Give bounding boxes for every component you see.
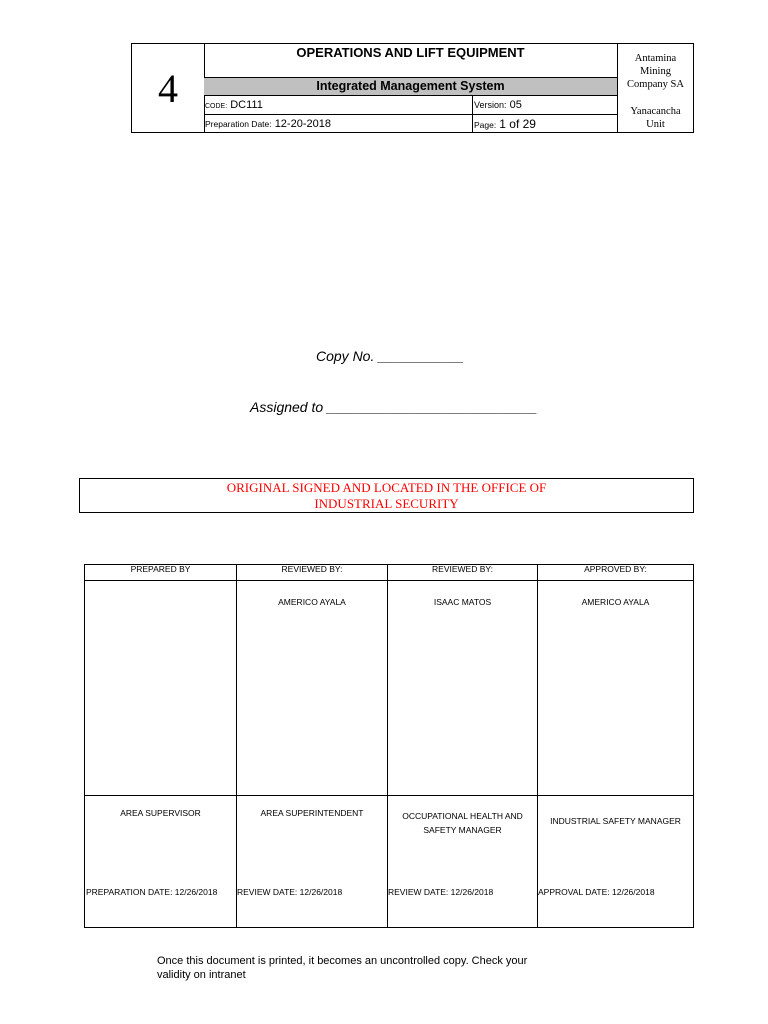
version-value: 05 [509, 99, 522, 111]
signature-date: PREPARATION DATE: 12/26/2018 [86, 887, 218, 897]
version-label: Version: [474, 100, 507, 110]
signature-date: REVIEW DATE: 12/26/2018 [237, 887, 343, 897]
signer-name: AMERICO AYALA [278, 597, 346, 607]
header-prepared-by: PREPARED BY [130, 564, 191, 574]
column-divider [387, 565, 388, 927]
uncontrolled-copy-note [157, 954, 557, 982]
unit-line: Yanacancha [630, 106, 681, 117]
signer-role [388, 809, 537, 837]
original-signed-notice [79, 478, 694, 513]
code-label: CODE: [205, 103, 228, 110]
document-title: OPERATIONS AND LIFT EQUIPMENT [296, 45, 525, 60]
notice-line: INDUSTRIAL SECURITY [314, 496, 459, 511]
role-line: OCCUPATIONAL HEALTH AND [402, 811, 523, 821]
page-value: 1 of 29 [499, 117, 536, 131]
signature-date: REVIEW DATE: 12/26/2018 [388, 887, 494, 897]
row-divider [85, 580, 693, 581]
prep-date-label: Preparation Date: [205, 119, 272, 129]
signer-role: AREA SUPERVISOR [120, 808, 201, 818]
version-cell [474, 96, 616, 114]
signer-role: INDUSTRIAL SAFETY MANAGER [550, 816, 681, 826]
header-reviewed-by: REVIEWED BY: [432, 564, 493, 574]
notice-line: ORIGINAL SIGNED AND LOCATED IN THE OFFICE OF [226, 480, 547, 495]
header-row-date [204, 115, 617, 133]
header-center [204, 44, 618, 132]
signer-role: AREA SUPERINTENDENT [260, 808, 364, 818]
row-divider [85, 795, 693, 796]
company-line: Mining [640, 66, 671, 77]
signer-name: ISAAC MATOS [433, 597, 492, 607]
prep-date-cell [205, 115, 473, 133]
company-name [617, 52, 694, 91]
signature-date: APPROVAL DATE: 12/26/2018 [538, 887, 655, 897]
note-line: Once this document is printed, it becomes an uncontrolled copy. Check your [157, 955, 528, 967]
company-block [617, 44, 694, 132]
assigned-to-line: Assigned to ___________________________ [250, 399, 538, 415]
code-cell [205, 96, 473, 114]
column-divider [236, 565, 237, 927]
code-value: DC111 [230, 99, 263, 111]
header-approved-by: APPROVED BY: [584, 564, 647, 574]
page-label: Page: [474, 120, 497, 130]
header-row-code [204, 96, 617, 115]
page-cell [474, 115, 616, 133]
copy-number-line: Copy No. ___________ [316, 348, 464, 364]
unit-name [617, 105, 694, 131]
prep-date-value: 12-20-2018 [274, 118, 331, 130]
company-line: Antamina [634, 53, 677, 64]
signature-table [84, 564, 694, 928]
unit-line: Unit [646, 119, 665, 130]
column-divider [537, 565, 538, 927]
signer-name: AMERICO AYALA [581, 597, 650, 607]
header-reviewed-by: REVIEWED BY: [281, 564, 343, 574]
document-header [131, 43, 694, 133]
company-line: Company SA [627, 79, 684, 90]
section-number: 4 [132, 44, 205, 132]
note-line: validity on intranet [157, 969, 246, 981]
role-line: SAFETY MANAGER [423, 825, 502, 835]
system-name: Integrated Management System [204, 77, 617, 96]
